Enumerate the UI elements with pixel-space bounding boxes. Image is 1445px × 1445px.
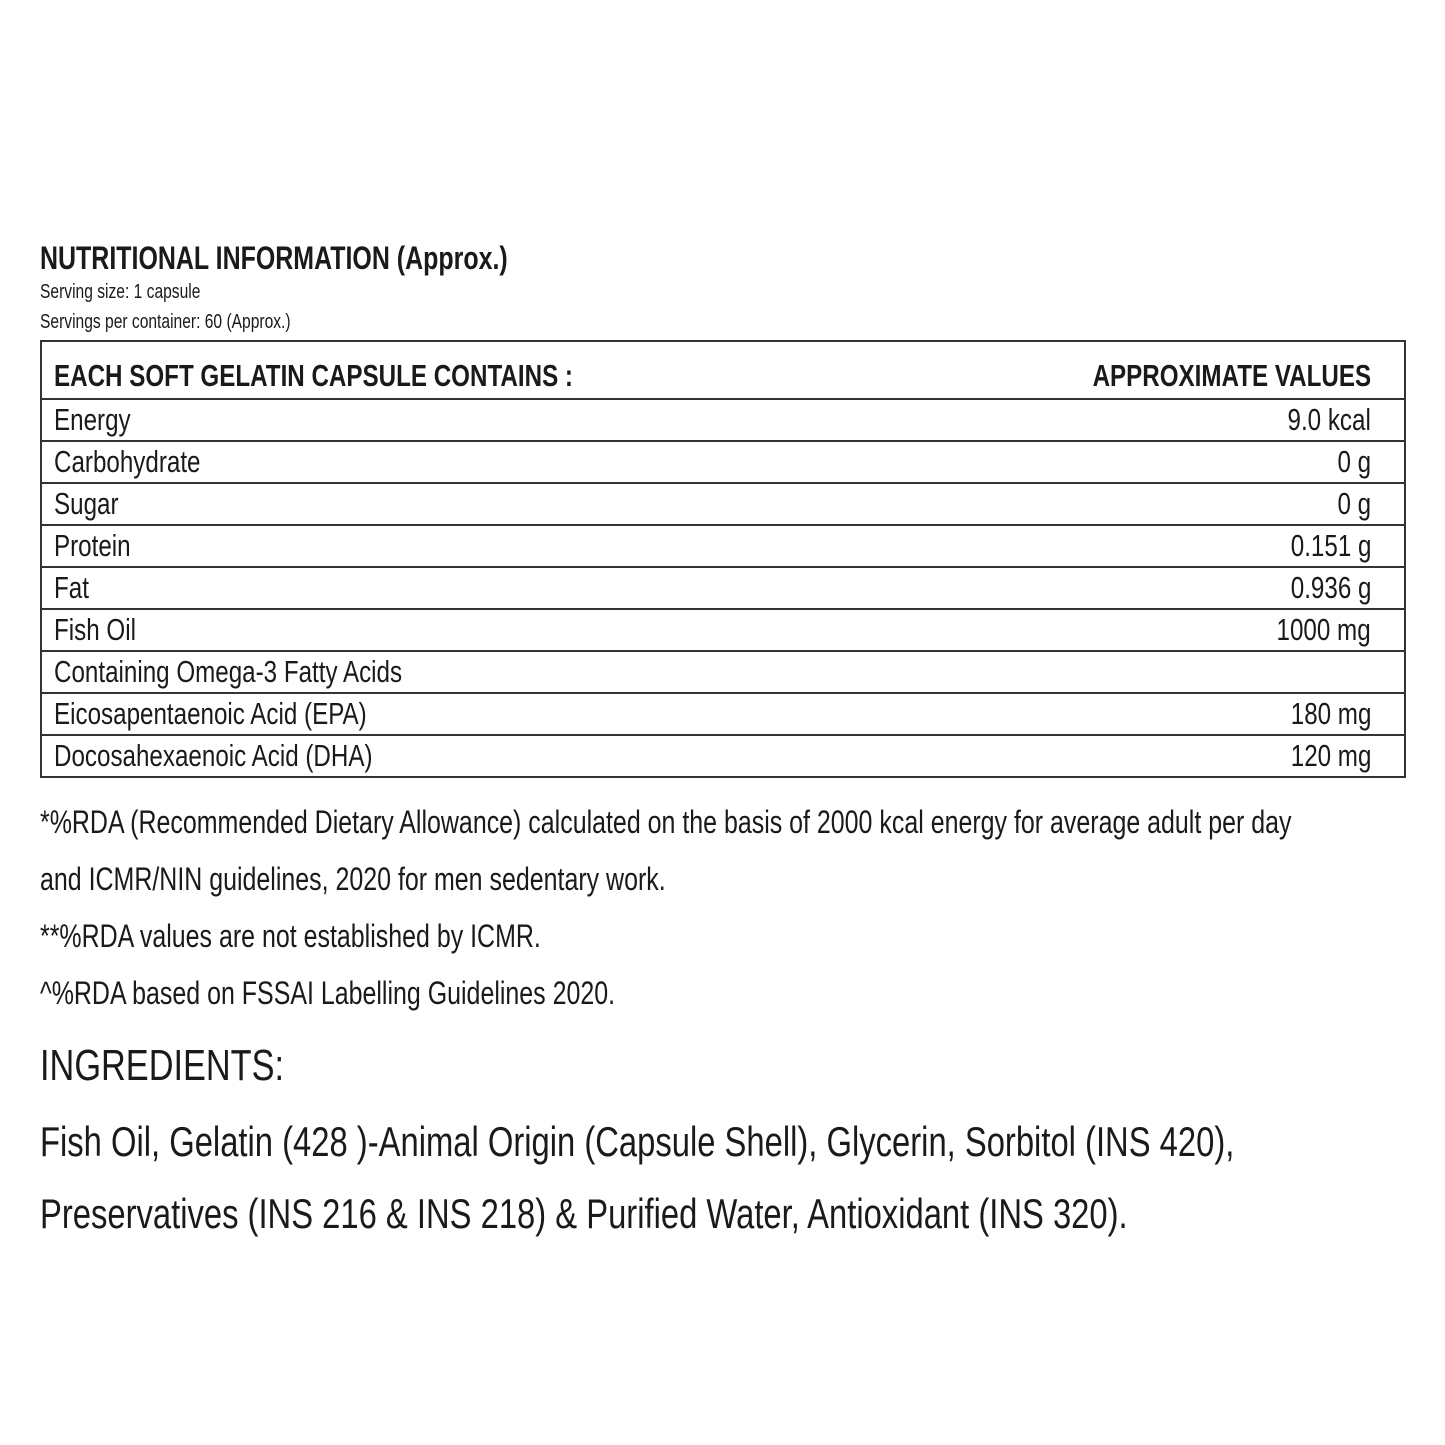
nutrient-value: 0.151 g xyxy=(996,525,1405,567)
serving-size: Serving size: 1 capsule xyxy=(40,281,201,303)
table-header-row xyxy=(41,341,1405,399)
table-row xyxy=(41,567,1405,609)
ingredients-text xyxy=(40,1106,1406,1250)
table-row xyxy=(41,693,1405,735)
table-row xyxy=(41,483,1405,525)
nutrition-label xyxy=(40,238,1406,1250)
ingredients-line: Fish Oil, Gelatin (428 )-Animal Origin (Capsule Shell), Glycerin, Sorbitol (INS 420), xyxy=(40,1118,1235,1165)
rda-notes xyxy=(40,794,1406,1022)
nutrient-name: Protein xyxy=(41,525,996,567)
servings-per-container: Servings per container: 60 (Approx.) xyxy=(40,311,291,333)
ingredients-line: Preservatives (INS 216 & INS 218) & Purified Water, Antioxidant (INS 320). xyxy=(40,1190,1128,1237)
nutrient-name: Sugar xyxy=(41,483,996,525)
nutrient-value: 0 g xyxy=(996,441,1405,483)
nutrient-value: 0.936 g xyxy=(996,567,1405,609)
nutrient-name: Containing Omega-3 Fatty Acids xyxy=(41,651,996,693)
nutrient-value: 0 g xyxy=(996,483,1405,525)
table-header-values: APPROXIMATE VALUES xyxy=(996,341,1405,399)
nutrient-name: Carbohydrate xyxy=(41,441,996,483)
table-row xyxy=(41,609,1405,651)
table-row xyxy=(41,651,1405,693)
rda-note: and ICMR/NIN guidelines, 2020 for men sedentary work. xyxy=(40,861,666,897)
nutrient-value xyxy=(996,651,1405,693)
table-row xyxy=(41,441,1405,483)
nutrient-value: 1000 mg xyxy=(996,609,1405,651)
table-row xyxy=(41,399,1405,441)
rda-note: *%RDA (Recommended Dietary Allowance) calculated on the basis of 2000 kcal energy for average adult per day xyxy=(40,804,1292,840)
table-row xyxy=(41,525,1405,567)
table-header-contents: EACH SOFT GELATIN CAPSULE CONTAINS : xyxy=(41,341,996,399)
nutrient-name: Fat xyxy=(41,567,996,609)
nutrient-name: Docosahexaenoic Acid (DHA) xyxy=(41,735,996,777)
nutrient-value: 120 mg xyxy=(996,735,1405,777)
nutrient-name: Eicosapentaenoic Acid (EPA) xyxy=(41,693,996,735)
nutrient-value: 9.0 kcal xyxy=(996,399,1405,441)
nutrition-table xyxy=(40,340,1406,778)
nutrition-title: NUTRITIONAL INFORMATION (Approx.) xyxy=(40,240,508,276)
ingredients-title: INGREDIENTS: xyxy=(40,1041,285,1090)
rda-note: **%RDA values are not established by ICMR. xyxy=(40,918,541,954)
nutrient-name: Energy xyxy=(41,399,996,441)
rda-note: ^%RDA based on FSSAI Labelling Guidelines 2020. xyxy=(40,975,616,1011)
table-row xyxy=(41,735,1405,777)
nutrient-value: 180 mg xyxy=(996,693,1405,735)
nutrient-name: Fish Oil xyxy=(41,609,996,651)
